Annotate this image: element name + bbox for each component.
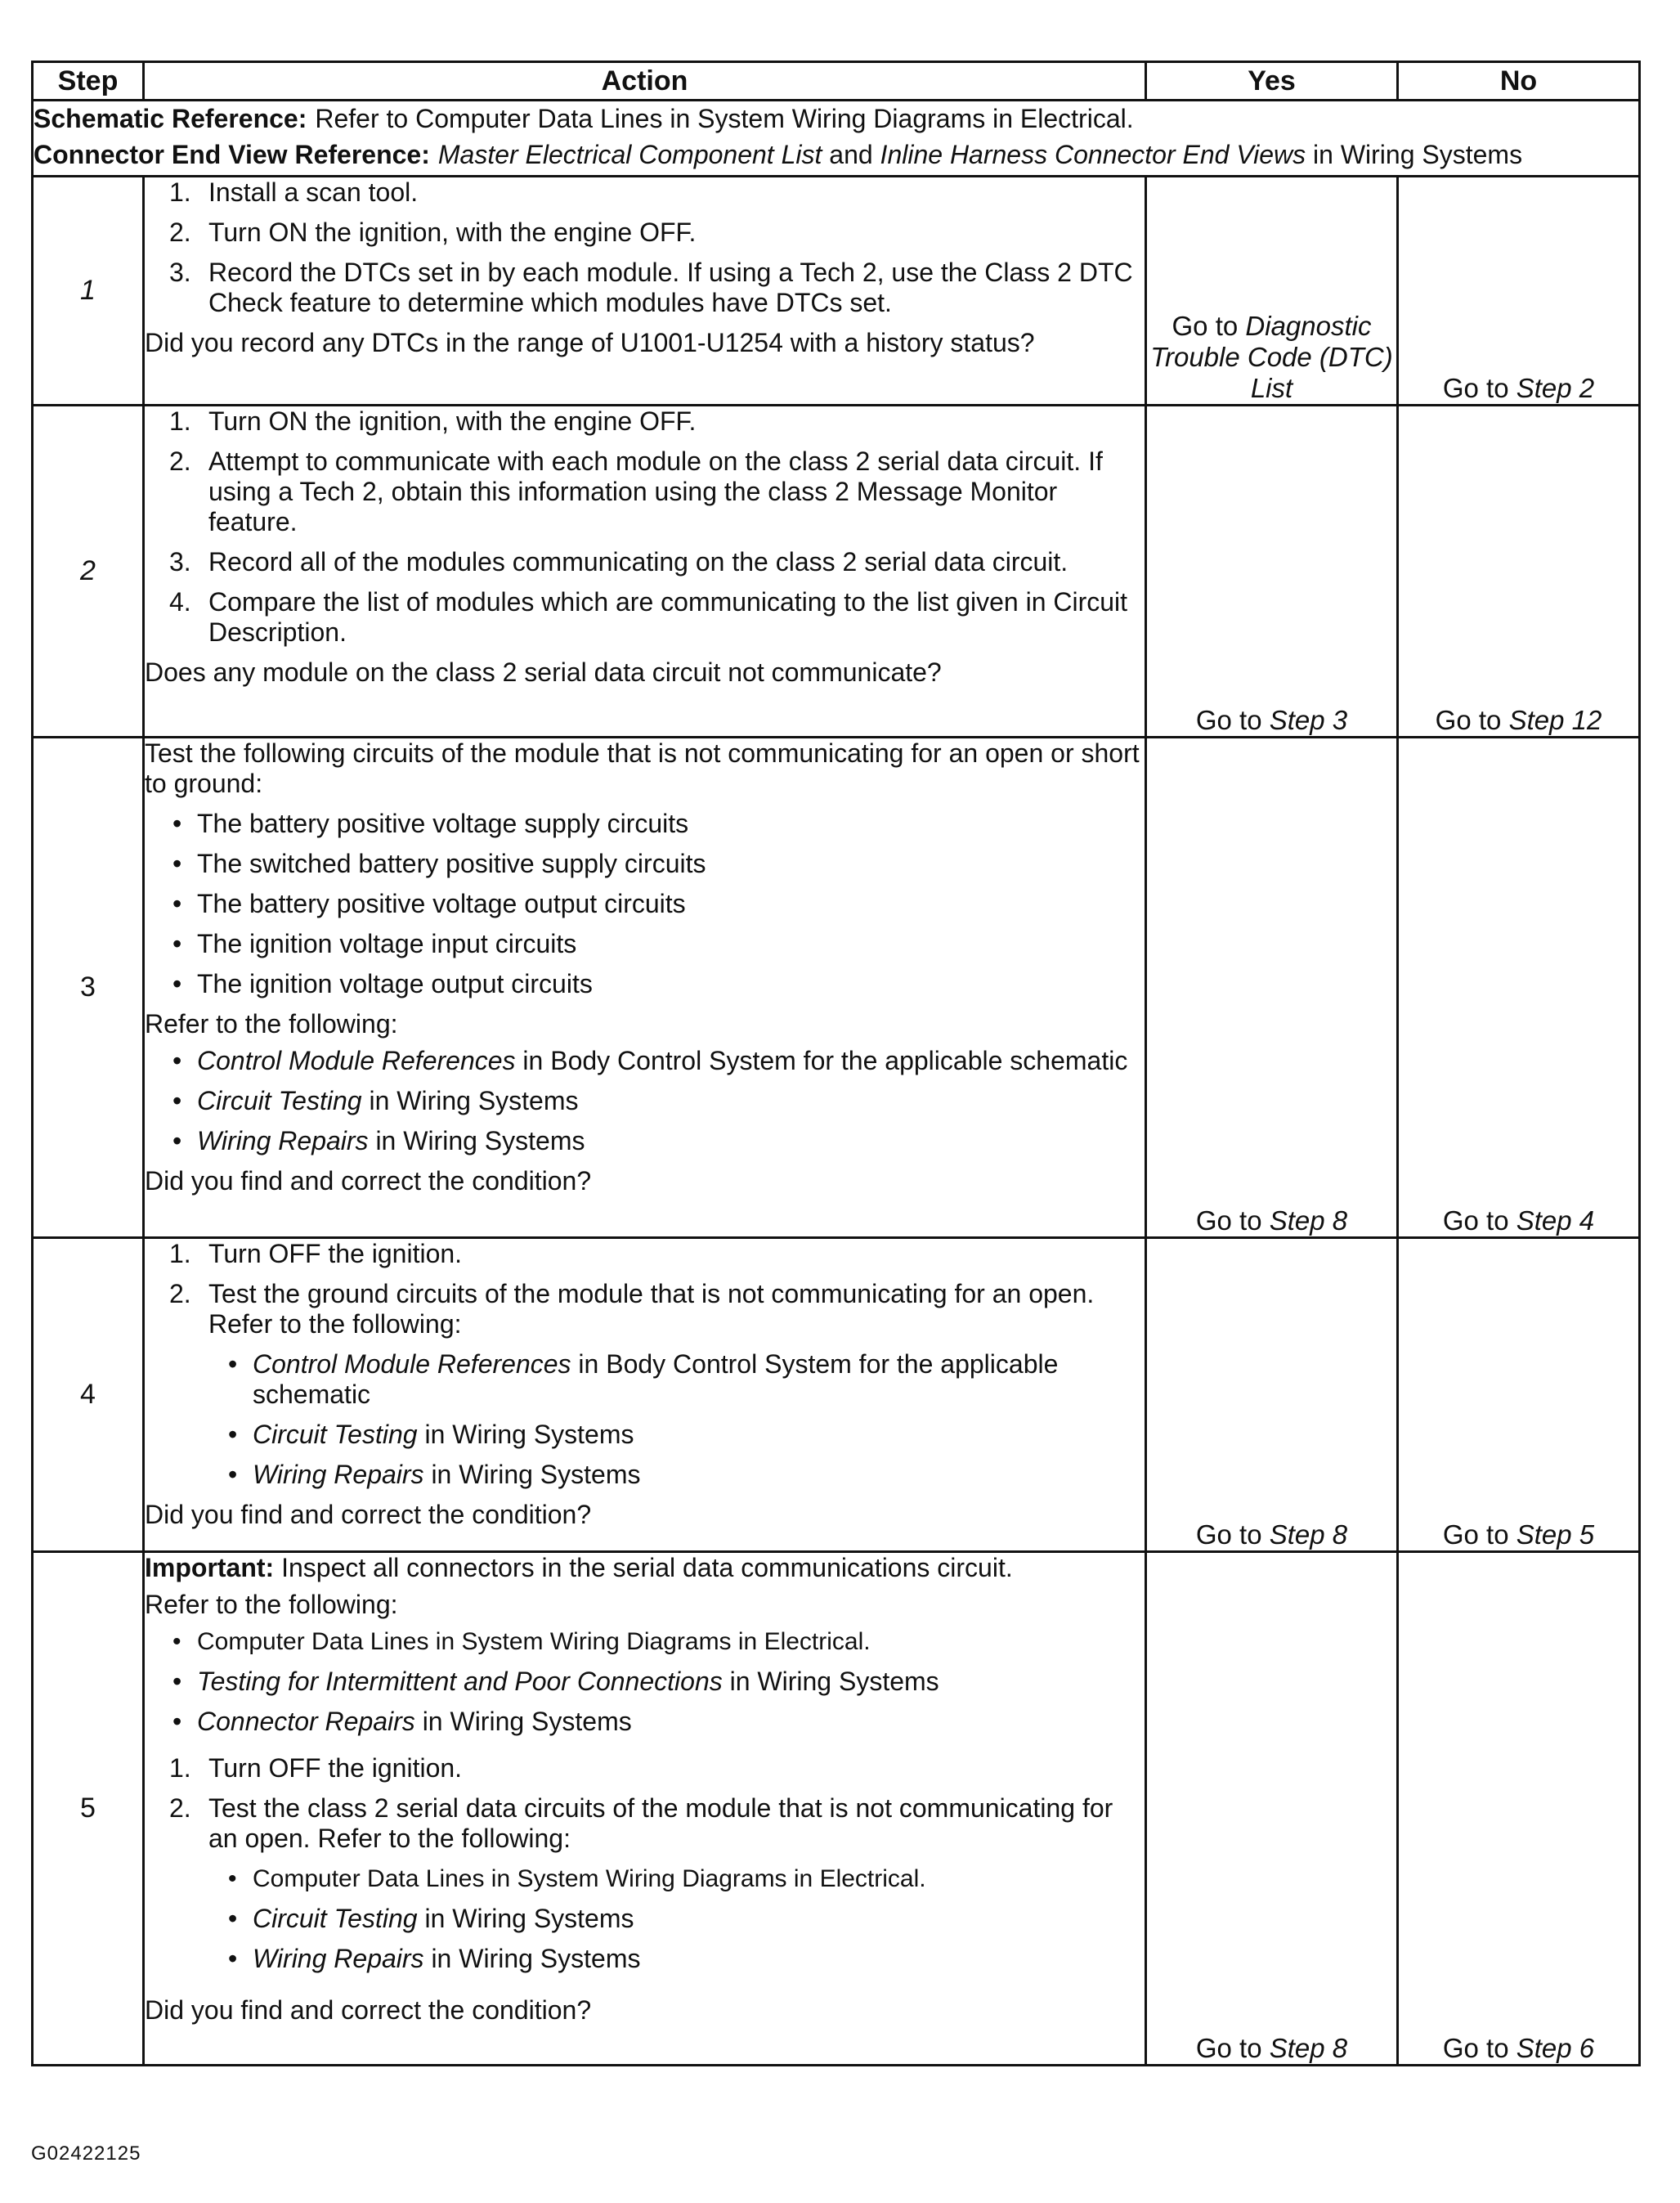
step-row-3: [33, 738, 1640, 1238]
refer-label: Refer to the following:: [145, 1009, 398, 1039]
schematic-reference-text: Refer to Computer Data Lines in System Wiring Diagrams in Electrical.: [315, 104, 1134, 133]
yes-outcome: [1146, 1238, 1398, 1552]
step-number: 3: [33, 738, 144, 1238]
circuit-list: [145, 809, 1145, 999]
list-item: • Wiring Repairs in Wiring Systems: [208, 1460, 1145, 1490]
no-link[interactable]: Step 2: [1516, 373, 1595, 403]
list-item: • Computer Data Lines in System Wiring Diagrams in Electrical.: [145, 1626, 1145, 1657]
list-item: 1. Turn OFF the ignition.: [169, 1239, 463, 1268]
no-outcome: [1398, 1238, 1640, 1552]
list-item: • The battery positive voltage supply circuits: [145, 809, 1145, 839]
yes-prefix: Go to: [1195, 2033, 1262, 2063]
schematic-reference: [34, 103, 1638, 134]
yes-outcome: [1146, 406, 1398, 738]
list-item: • Testing for Intermittent and Poor Connections in Wiring Systems: [145, 1667, 1145, 1697]
list-item: 2. Attempt to communicate with each module on the class 2 serial data circuit. If using a Tech 2, obtain this information using the class 2 Message Monitor feature.: [169, 446, 1103, 536]
step-question: Did you find and correct the condition?: [145, 1995, 592, 2025]
step-question: Did you find and correct the condition?: [145, 1166, 592, 1196]
step-row-5: [33, 1552, 1640, 2066]
step-instructions: [145, 406, 1145, 648]
no-link[interactable]: Step 6: [1516, 2033, 1595, 2063]
reference-list: [208, 1349, 1145, 1490]
no-prefix: Go to: [1442, 373, 1509, 403]
no-prefix: Go to: [1442, 1205, 1509, 1236]
yes-link[interactable]: Step 8: [1269, 2033, 1348, 2063]
list-item: • Computer Data Lines in System Wiring Diagrams in Electrical.: [208, 1864, 1145, 1894]
yes-prefix: Go to: [1195, 1205, 1262, 1236]
step-action: [144, 1552, 1146, 2066]
step-row-2: [33, 406, 1640, 738]
list-item: 2. Turn ON the ignition, with the engine OFF.: [169, 218, 697, 247]
step-number: 5: [33, 1552, 144, 2066]
connector-reference-link-2: Inline Harness Connector End Views: [880, 140, 1306, 169]
reference-link[interactable]: Circuit Testing: [253, 1420, 418, 1449]
yes-link[interactable]: Step 8: [1269, 1205, 1348, 1236]
yes-prefix: Go to: [1195, 705, 1262, 735]
no-prefix: Go to: [1435, 705, 1502, 735]
step-instructions: [145, 1239, 1145, 1490]
list-item: 1. Turn ON the ignition, with the engine OFF.: [169, 406, 697, 436]
step-row-4: [33, 1238, 1640, 1552]
list-item: • Circuit Testing in Wiring Systems: [208, 1420, 1145, 1450]
step-action: [144, 177, 1146, 406]
reference-link[interactable]: Circuit Testing: [197, 1086, 362, 1115]
step-instructions: [145, 1753, 1145, 1974]
refer-label: Refer to the following:: [145, 1590, 398, 1619]
important-note: [145, 1553, 1145, 1583]
reference-list: [145, 1046, 1145, 1156]
yes-link[interactable]: Diagnostic Trouble Code (DTC) List: [1150, 311, 1393, 403]
step-question: Does any module on the class 2 serial data circuit not communicate?: [145, 657, 942, 687]
yes-outcome: [1146, 1552, 1398, 2066]
list-item: • Wiring Repairs in Wiring Systems: [145, 1126, 1145, 1156]
no-link[interactable]: Step 12: [1508, 705, 1602, 735]
no-link[interactable]: Step 4: [1516, 1205, 1595, 1236]
references-row: [33, 101, 1640, 177]
list-item: 1. Turn OFF the ignition.: [169, 1753, 463, 1783]
list-item: • The battery positive voltage output circuits: [145, 889, 1145, 919]
header-action: Action: [144, 62, 1146, 101]
no-outcome: [1398, 406, 1640, 738]
yes-link[interactable]: Step 8: [1269, 1519, 1348, 1550]
no-prefix: Go to: [1442, 1519, 1509, 1550]
list-item: • Circuit Testing in Wiring Systems: [208, 1904, 1145, 1934]
connector-reference-and: and: [829, 140, 873, 169]
list-item: • Connector Repairs in Wiring Systems: [145, 1707, 1145, 1737]
step-number: 4: [33, 1238, 144, 1552]
connector-reference-text: [438, 139, 1522, 170]
yes-prefix: Go to: [1172, 311, 1239, 341]
list-item: • Control Module References in Body Control System for the applicable schematic: [145, 1046, 1145, 1076]
step-number: 1: [33, 177, 144, 406]
yes-prefix: Go to: [1195, 1519, 1262, 1550]
list-item: 1. Install a scan tool.: [169, 177, 419, 207]
list-item: • The ignition voltage output circuits: [145, 969, 1145, 999]
list-item: 3. Record the DTCs set in by each module. If using a Tech 2, use the Class 2 DTC Check feature to determine which modules have DTCs set.: [169, 258, 1133, 317]
important-text: Inspect all connectors in the serial data communications circuit.: [281, 1553, 1013, 1582]
yes-outcome: [1146, 177, 1398, 406]
yes-outcome: [1146, 738, 1398, 1238]
step-row-1: [33, 177, 1640, 406]
list-item: 3. Record all of the modules communicating on the class 2 serial data circuit.: [169, 547, 1068, 577]
step-question: Did you find and correct the condition?: [145, 1500, 592, 1529]
list-item: • Control Module References in Body Control System for the applicable schematic: [208, 1349, 1145, 1410]
connector-reference-link-1: Master Electrical Component List: [437, 140, 822, 169]
connector-reference-label: Connector End View Reference:: [34, 140, 430, 169]
no-link[interactable]: Step 5: [1516, 1519, 1595, 1550]
step-number: 2: [33, 406, 144, 738]
no-outcome: [1398, 738, 1640, 1238]
schematic-reference-label: Schematic Reference:: [34, 104, 307, 133]
reference-list: [208, 1864, 1145, 1974]
header-yes: Yes: [1146, 62, 1398, 101]
no-outcome: [1398, 1552, 1640, 2066]
diagnostic-table-page: [31, 61, 1638, 2066]
list-item: 4. Compare the list of modules which are communicating to the list given in Circuit Description.: [169, 587, 1128, 647]
step-intro: Test the following circuits of the module that is not communicating for an open or short to ground:: [145, 738, 1140, 798]
step-instructions: [145, 177, 1145, 318]
list-item: • Wiring Repairs in Wiring Systems: [208, 1944, 1145, 1974]
reference-link[interactable]: Testing for Intermittent and Poor Connections: [197, 1667, 723, 1696]
header-no: No: [1398, 62, 1640, 101]
list-item: • The switched battery positive supply circuits: [145, 849, 1145, 879]
diagnostic-table: [31, 61, 1641, 2066]
no-outcome: [1398, 177, 1640, 406]
important-label: Important:: [145, 1553, 275, 1582]
list-item: 2. Test the class 2 serial data circuits of the module that is not communicating for an open. Refer to the following: • Computer Data Lines in System Wiring Diagrams in Electrical. • Circuit Testing in Wiring Systems • Wiring Repairs in Wiring Systems: [145, 1793, 1145, 1974]
step-action: [144, 738, 1146, 1238]
step-action: [144, 1238, 1146, 1552]
step-action: [144, 406, 1146, 738]
reference-link[interactable]: Circuit Testing: [253, 1904, 418, 1933]
yes-link[interactable]: Step 3: [1269, 705, 1348, 735]
step-question: Did you record any DTCs in the range of U1001-U1254 with a history status?: [145, 328, 1035, 357]
reference-link[interactable]: Control Module References: [197, 1046, 516, 1075]
table-header-row: [33, 62, 1640, 101]
reference-link[interactable]: Wiring Repairs: [253, 1944, 424, 1973]
reference-link[interactable]: Connector Repairs: [197, 1707, 415, 1736]
list-item: • Circuit Testing in Wiring Systems: [145, 1086, 1145, 1116]
list-item: 2. Test the ground circuits of the module that is not communicating for an open. Refer to the following: • Control Module References in Body Control System for the applicable schematic • Circuit Testing in Wiring Systems • Wiring Repairs in Wiring Systems: [145, 1279, 1145, 1490]
no-prefix: Go to: [1442, 2033, 1509, 2063]
connector-reference-tail: in Wiring Systems: [1313, 140, 1523, 169]
list-item: • The ignition voltage input circuits: [145, 929, 1145, 959]
connector-reference: [34, 139, 1638, 170]
reference-link[interactable]: Wiring Repairs: [253, 1460, 424, 1489]
figure-code: G02422125: [31, 2142, 141, 2165]
reference-list: [145, 1626, 1145, 1737]
header-step: Step: [33, 62, 144, 101]
references-cell: [33, 101, 1640, 177]
reference-link[interactable]: Wiring Repairs: [197, 1126, 369, 1155]
reference-link[interactable]: Control Module References: [253, 1349, 571, 1379]
